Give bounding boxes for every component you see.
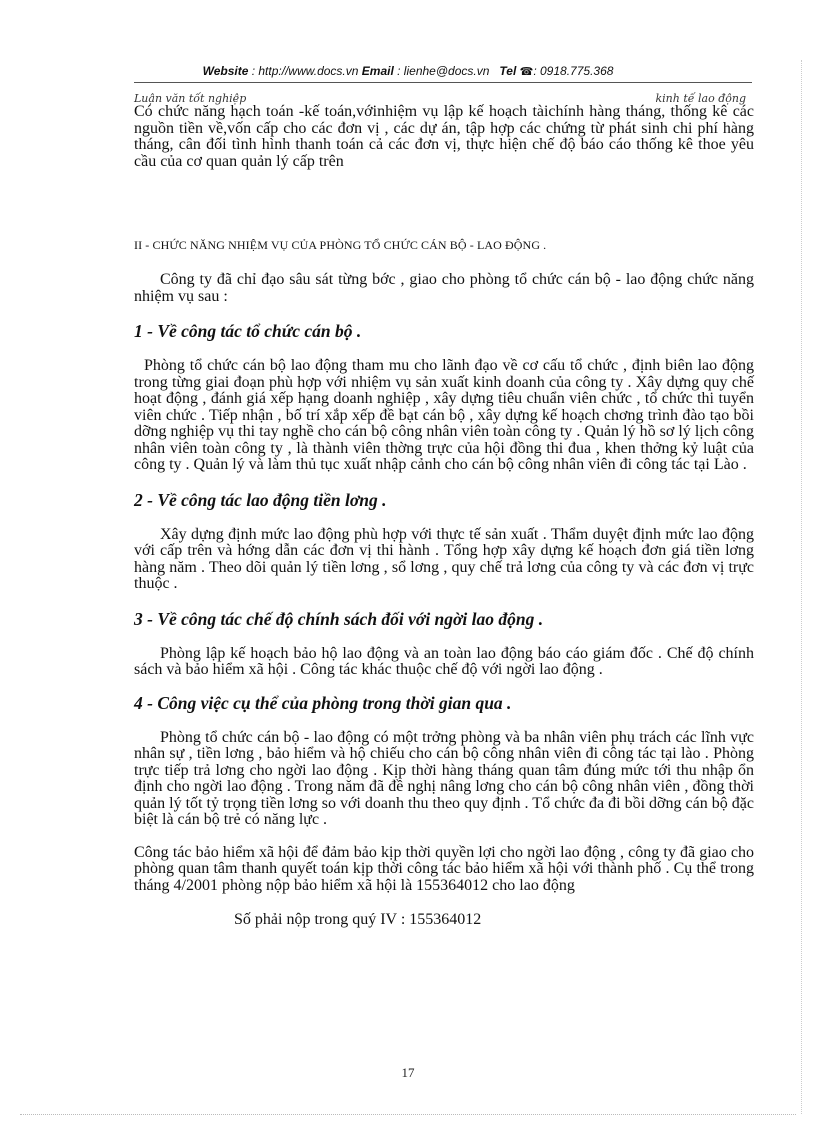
header-rule xyxy=(134,82,752,83)
body-content xyxy=(134,104,754,929)
subsection-3-heading: 3 - Về công tác chế độ chính sách đối với ngời lao động . xyxy=(134,608,544,629)
right-margin-guide xyxy=(801,60,802,1114)
bottom-margin-guide xyxy=(20,1114,796,1115)
tel-label: Tel xyxy=(499,64,517,78)
tel-value: : 0918.775.368 xyxy=(533,64,614,78)
section-title: II - CHỨC NĂNG NHIỆM VỤ CỦA PHÒNG TỔ CHỨC CÁN BỘ - LAO ĐỘNG . xyxy=(134,238,547,252)
email-value: : lienhe@docs.vn xyxy=(397,64,490,78)
intro-paragraph: Có chức năng hạch toán -kế toán,vớinhiệm vụ lập kế hoạch tàichính hàng tháng, thống kê các nguồn tiền về,vốn cấp cho các đơn vị , các dự án, tập hợp các chứng từ phát sinh chi phí hàng tháng, cân đối tình hình thanh toán cả các đơn vị, thực hiện chế độ báo cáo thống kê thoe yêu cầu của cơ quan quản lý cấp trên xyxy=(134,103,754,170)
email-label: Email xyxy=(361,64,394,78)
subsection-2-paragraph: Xây dựng định mức lao động phù hợp với thực tế sản xuất . Thẩm duyệt định mức lao động với cấp trên và hớng dẫn các đơn vị thi hành . Tổng hợp xây dựng kế hoạch đơn giá tiền lơng hàng năm . Theo dõi quản lý tiền lơng , sổ lơng , quy chế trả lơng của công ty và các đơn vị trực thuộc . xyxy=(134,525,754,592)
subsection-1-heading: 1 - Về công tác tổ chức cán bộ . xyxy=(134,321,362,341)
page-number: 17 xyxy=(401,1065,415,1080)
subsection-4-paragraph: Phòng tổ chức cán bộ - lao động có một trởng phòng và ba nhân viên phụ trách các lĩnh vực nhân sự , tiền lơng , bảo hiểm và hộ chiếu cho cán bộ công nhân viên đi công tác tại lào . Phòng trực tiếp trả lơng cho ngời lao động . Kịp thời hàng tháng quan tâm đúng mức tới thu nhập ổn định cho ngời lao động . Trong năm đã đề nghị nâng lơng cho cán bộ công nhân viên , đồng thời quản lý tốt tỷ trọng tiền lơng so với doanh thu theo quy định . Tổ chức đa đi bồi dỡng cán bộ đặc biệt là cán bộ trẻ có năng lực . xyxy=(134,728,754,828)
running-header-right: kinh tế lao động xyxy=(655,92,746,105)
phone-icon: ☎ xyxy=(519,66,534,78)
subsection-2-heading: 2 - Về công tác lao động tiền lơng . xyxy=(134,489,387,510)
website-label: Website xyxy=(202,64,249,78)
section-lead: Công ty đã chỉ đạo sâu sát từng bớc , giao cho phòng tổ chức cán bộ - lao động chức năng nhiệm vụ sau : xyxy=(134,271,754,305)
running-header-left: Luận văn tốt nghiệp xyxy=(134,92,247,105)
subsection-3-paragraph: Phòng lập kế hoạch bảo hộ lao động và an toàn lao động báo cáo giám đốc . Chế độ chính sách và bảo hiểm xã hội . Công tác khác thuộc chế độ với ngời lao động . xyxy=(134,644,754,678)
closing-paragraph: Công tác bảo hiểm xã hội để đảm bảo kịp thời quyền lợi cho ngời lao động , công ty đã giao cho phòng quan tâm thanh quyết toán kịp thời công tác bảo hiểm xã hội với thành phố . Cụ thể trong tháng 4/2001 phòng nộp bảo hiểm xã hội là 155364012 cho lao động xyxy=(134,843,754,894)
summary-line: Số phải nộp trong quý IV : 155364012 xyxy=(234,911,482,928)
website-value: : http://www.docs.vn xyxy=(251,64,359,78)
subsection-1-paragraph: Phòng tổ chức cán bộ lao động tham mu cho lãnh đạo về cơ cấu tổ chức , định biên lao động trong từng giai đoạn phù hợp với nhiệm vụ sản xuất kinh doanh của công ty . Xây dựng quy chế hoạt động , đánh giá xếp hạng doanh nghiệp , xây dựng tiêu chuẩn viên chức , tổ chức thi tuyển viên chức . Tiếp nhận , bố trí xắp xếp đề bạt cán bộ , xây dựng kế hoạch chơng trình đào tạo bồi dỡng nghiệp vụ thi tay nghề cho cán bộ công nhân viên toàn công ty . Quản lý hồ sơ lý lịch công nhân viên toàn công ty , là thành viên thờng trực của hội đồng thi đua , khen thởng kỷ luật của công ty . Quản lý và làm thủ tục xuất nhập cảnh cho cán bộ công nhân viên đi công tác tại Lào . xyxy=(134,357,754,473)
subsection-4-heading: 4 - Công việc cụ thể của phòng trong thời gian qua . xyxy=(134,692,512,713)
site-header xyxy=(0,64,816,78)
